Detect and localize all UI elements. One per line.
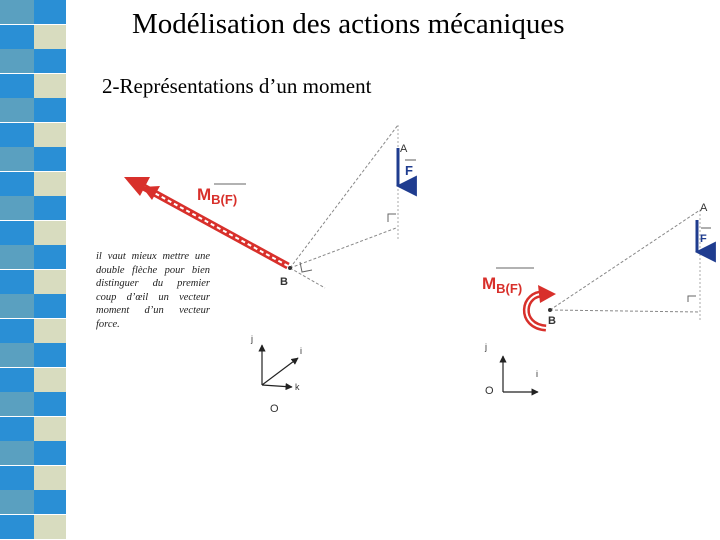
section-subtitle: 2-Représentations d’un moment <box>102 74 372 98</box>
left-perpendicular <box>290 228 396 268</box>
right-point-a-label: A <box>700 202 708 214</box>
left-origin-label: O <box>270 403 279 415</box>
double-arrow-note: il vaut mieux mettre une double flèche pour bien distinguer du premier coup d’œil un vecteur moment d’un vecteur force. <box>96 251 210 330</box>
left-axis-k <box>262 385 292 387</box>
slide-title: Modélisation des actions mécaniques <box>132 8 565 40</box>
right-moment-label: $M_{B(F)}$ <box>482 274 523 296</box>
right-point-b-dot <box>548 308 552 312</box>
right-line-ba <box>550 210 700 310</box>
left-line-ba <box>290 125 398 268</box>
left-axis-k-label: k <box>295 382 300 392</box>
left-point-b-dot <box>288 266 292 270</box>
right-perpendicular <box>550 310 700 312</box>
left-axis-i <box>262 358 298 385</box>
right-axis-i-label: i <box>536 369 538 379</box>
right-origin-label: O <box>485 385 494 397</box>
left-point-a-label: A <box>400 143 408 155</box>
left-right-angle <box>388 214 396 222</box>
right-right-angle <box>688 296 696 302</box>
right-axis-j-label: j <box>485 342 487 352</box>
left-force-label: F <box>405 163 413 178</box>
right-figure <box>482 202 711 397</box>
left-axis-i-label: i <box>300 346 302 356</box>
left-axis-j-label: j <box>251 334 253 344</box>
right-force-label: F <box>700 233 707 245</box>
right-moment-curl-head <box>538 285 556 303</box>
left-point-b-label: B <box>280 276 288 288</box>
left-moment-label: $M_{B(F)}$ <box>197 185 238 207</box>
right-point-b-label: B <box>548 315 556 327</box>
